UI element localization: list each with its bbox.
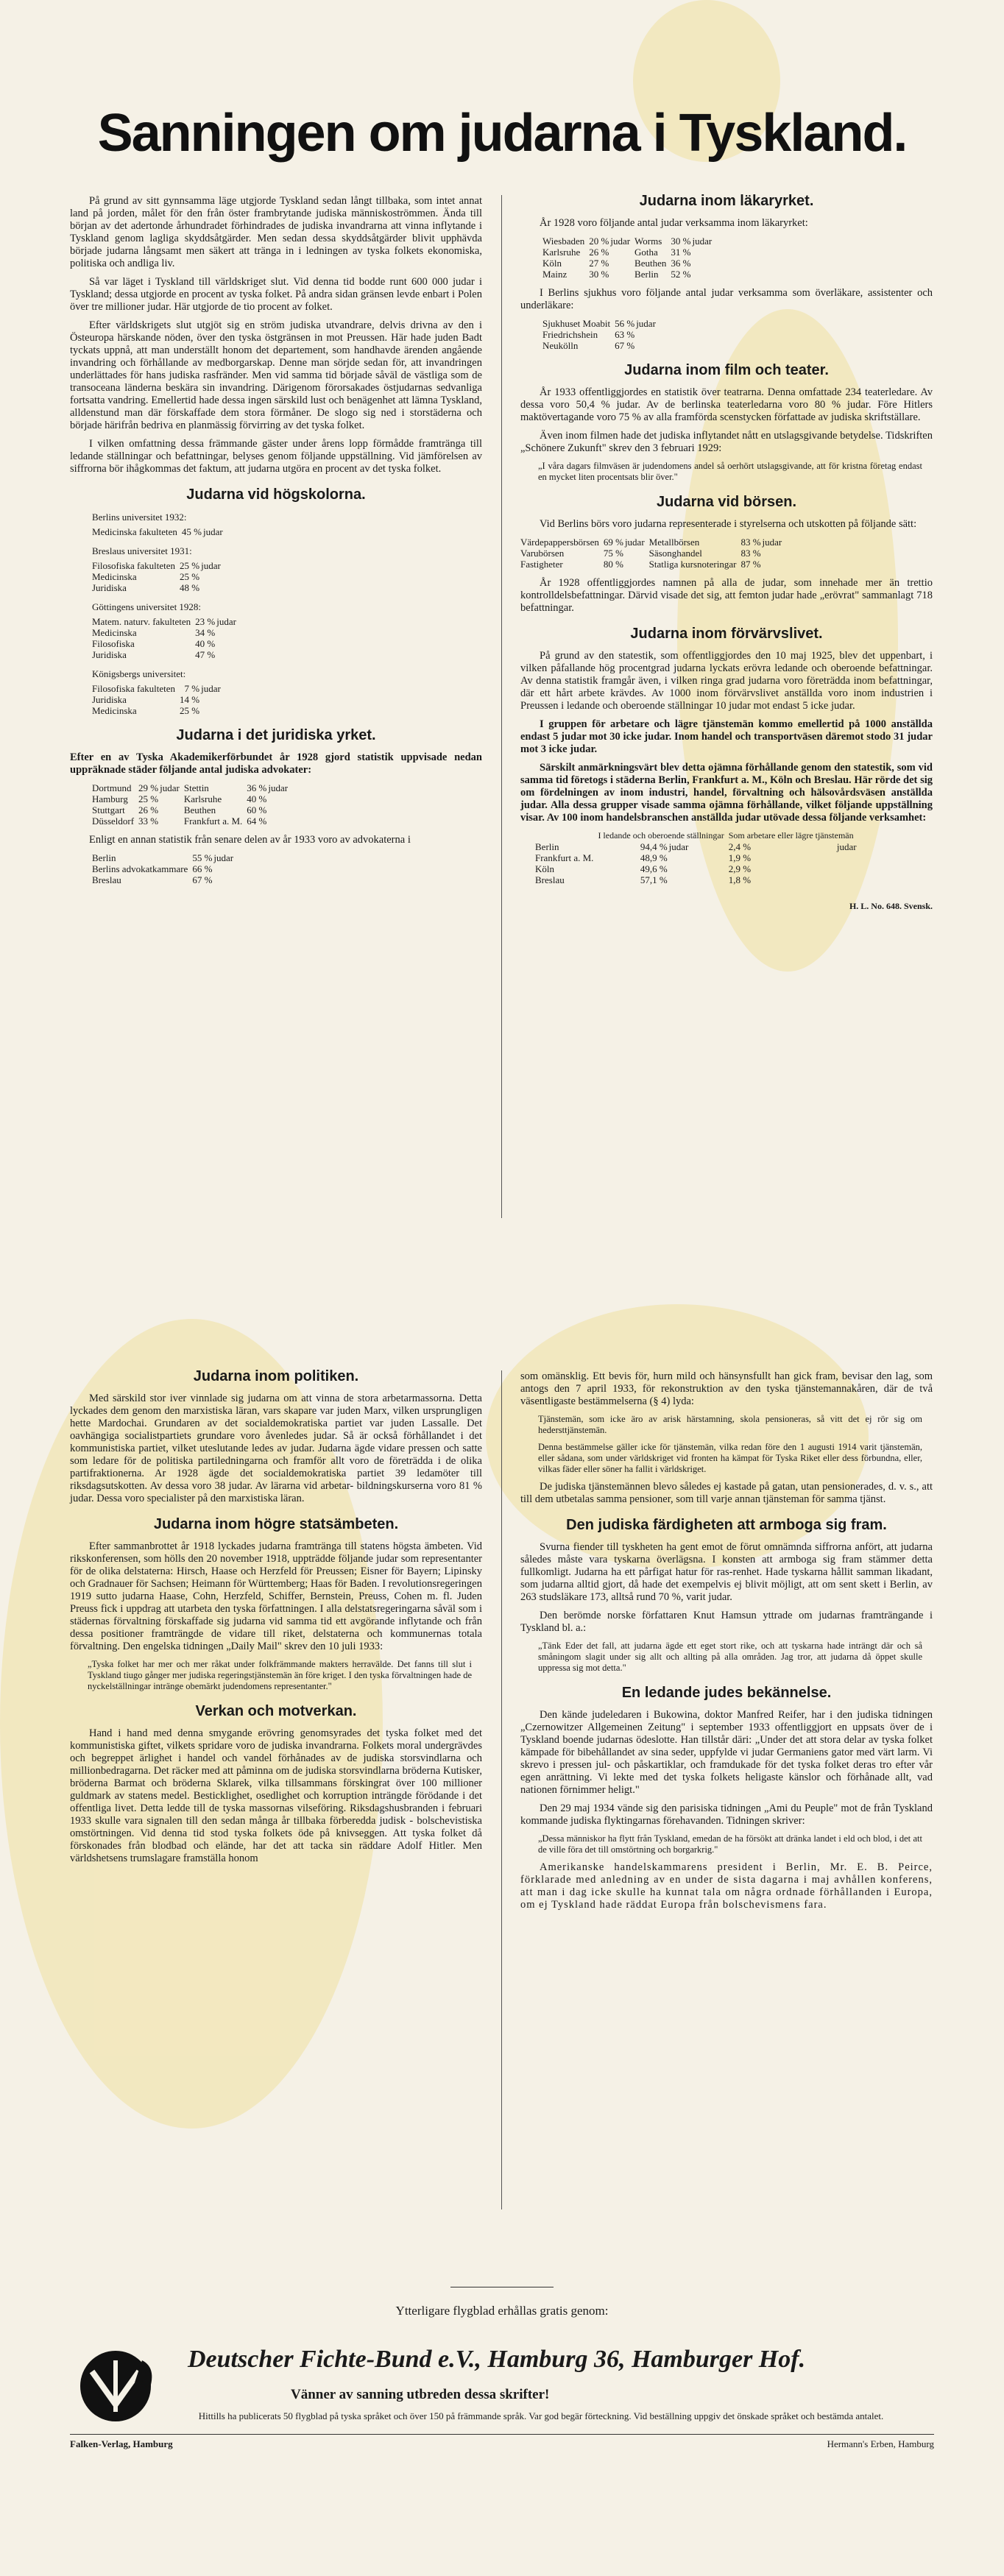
film-paragraph: År 1933 offentliggjordes en statistik över teatrarna. Denna omfattade 234 teaterledare. Av dessa voro 50,4 % judar. Av de berlinska teaterledarna voro 80 % judar. Före Hitlers maktövertagande voro 75 % av alla framförda scenstycken författade av judiska skriftställare. [520,386,933,423]
table-cell: Karlsruhe [542,247,581,258]
table-cell: Breslau [535,874,565,885]
table-row [92,616,241,627]
table-row [92,571,225,582]
table-cell: Medicinska fakulteten [92,526,177,537]
forvarvslivet-bold-paragraph-2: Särskilt anmärkningsvärt blev detta ojämna förhållande genom den statestik, som vid samma tid företogs i städerna Berlin, Frankfurt a. M., Köln och Breslau. Här rörde det sig om fördelningen av inom industri, handel, förvaltning och hälsovårdsväsen anställda judar. Alla dessa grupper visade samma ojämna förhållande, vilket följande uppställning visar. Av 100 inom handelsbranschen anställda judar utövade dessa följande verksamhet: [520,762,933,824]
forvarvslivet-table [535,830,858,885]
footer-organization: Deutscher Fichte-Bund e.V., Hamburg 36, Hamburger Hof. [188,2346,806,2373]
table-cell: 1,8 % [728,874,752,885]
table-cell: Beuthen [183,804,216,815]
table-cell: 48,9 % [640,852,668,863]
table-header-cell: Som arbetare eller lägre tjänstemän [728,830,854,841]
table-cell: Friedrichshein [542,329,598,340]
table-cell: 45 % [181,526,202,537]
column-left [70,1370,482,1871]
borsen-lead: Vid Berlins börs voro judarna representerade i styrelserna och utskotten på följande sätt: [540,518,917,530]
table-cell [801,863,858,874]
table-cell: 55 % [192,852,213,863]
table-row [92,863,238,874]
table-cell [669,852,729,863]
page-title: Sanningen om judarna i Tyskland. [97,104,907,163]
juridiska-table-2 [92,852,238,885]
table-cell [763,559,787,570]
table-cell: Stuttgart [92,804,125,815]
table-cell: 7 % [184,683,200,694]
table-cell: 63 % [615,329,635,340]
table-row [542,329,660,340]
footer-slogan: Vänner av sanning utbreden dessa skrifter! [291,2387,550,2402]
table-cell: Berlin [535,841,559,852]
table-cell: 48 % [180,582,200,593]
table-cell [268,815,292,827]
table-row [542,269,716,280]
table-row [92,852,238,863]
printer: Hermann's Erben, Hamburg [827,2438,934,2449]
table-cell: 66 % [192,863,213,874]
table-cell: Juridiska [92,694,127,705]
fardigheten-quote: „Tänk Eder det fall, att judarna ägde ett eget stort rike, och att tyskarna hade inträngt där och så småningom slagit under sig allt och allting på alla områden. Jag tror, att judarna då öppet skulle uppressa sig mot detta." [538,1641,922,1673]
table-cell: 30 % [589,269,609,280]
table-row [535,852,858,863]
table-cell: judar [268,782,289,793]
table-cell: Filosofiska fakulteten [92,683,176,694]
table-row [520,559,786,570]
table-cell: 60 % [247,804,267,815]
table-cell: 64 % [247,815,267,827]
table-cell: Filosofiska fakulteten [92,560,176,571]
table-cell: 56 % [615,318,635,329]
section-heading-verkan: Verkan och motverkan. [195,1703,357,1719]
table-cell: 75 % [603,548,623,559]
table-cell [268,804,292,815]
intro-paragraph: I vilken omfattning dessa främmande gäster under årens lopp förmådde framtränga till ledande ställningar och befattningar, belyses genom följande uppställning. Vid jämförelsen av siffrorna bör ihågkommas det faktum, att judarna utgöra en procent av det tyska folket. [70,438,482,475]
table-cell: Berlin [634,269,659,280]
table-cell: Köln [535,863,554,874]
table-cell [216,638,241,649]
university-table [92,616,241,660]
footer-head: Ytterligare flygblad erhållas gratis genom: [395,2304,609,2318]
table-cell [625,559,649,570]
university-table [92,560,225,593]
borsen-paragraph: År 1928 offentliggjordes namnen på alla de judar, som innehade mer än trettio kontrolldelsbefattningar. Därvid visade det sig, att femton judar hade „erövrat" sammanlagt 718 befattningar. [520,577,933,614]
section-heading-bekannelse: En ledande judes bekännelse. [621,1685,832,1701]
column-right [520,195,933,913]
table-cell: Worms [634,236,662,247]
juridiska-table [92,782,292,827]
law-paragraph-2: De judiska tjänstemännen blevo således ej kastade på gatan, utan pensionerades, d. v. s., att till dem utbetalas samma pensioner, som till varje annan tjänsteman för samma tjänst. [520,1481,933,1505]
table-row [92,526,227,537]
table-row [92,638,241,649]
table-cell: Frankfurt a. M. [535,852,594,863]
statsambeten-paragraph: Efter sammanbrottet år 1918 lyckades judarna framtränga till statens högsta ämbeten. Vid rikskonferensen, som hölls den 20 november 1918, uppträdde följande judar som representanter för de olika delstaterna: Hirsch, Haase och Herzfeld för Preussen; Eisner för Bayern; Lipinsky och Gradnauer för Sachsen; Heimann för Württemberg; Haas för Baden. I revolutionsregeringen 1919 sutto judarna Haase, Cohn, Herzfeld, Schiffer, Bernstein, Preuss, Cohen m. fl. Juden Preuss fick i uppdrag att utarbeta den tyska författningen. I alla delstatsregeringarna såväl som i städernas förvaltning förskaffade sig judarna vid samma tid ett avgörande inflytande och från dessa positioner framträngde de vidare till riket, delstaterna och kommunernas totala förvaltning. Den engelska tidningen „Daily Mail" skrev den 10 juli 1933: [70,1540,482,1652]
table-row [520,537,786,548]
table-row [535,863,858,874]
table-row [92,683,225,694]
table-row [92,627,241,638]
footer-line [70,2434,934,2435]
table-cell [669,863,729,874]
table-cell: 36 % [671,258,691,269]
table-cell: Wiesbaden [542,236,585,247]
table-cell [625,548,649,559]
table-cell: Köln [542,258,562,269]
table-cell: 31 % [671,247,691,258]
law-paragraph: som omänsklig. Ett bevis för, hurn mild och hänsynsfullt han gick fram, bevisar den lag, som antogs den 7 april 1933, för rekonstruktion av den tyska tjänstemannakåren, där de två väsentligaste bestämmelserna (§ 4) lyda: [520,1370,933,1407]
juridiska-lead2: Enligt en annan statistik från senare delen av år 1933 voro av advokaterna i [89,834,411,846]
table-cell: 29 % [138,782,159,793]
table-cell: Hamburg [92,793,128,804]
hogskolorna-stats [70,511,482,716]
footer-note: Hittills ha publicerats 50 flygblad på tyska språket och över 150 på främmande språk. Var god begär förteckning. Vid beställning uppgiv det önskade språket och bestämda antalet. [198,2410,884,2421]
table-cell [610,247,634,258]
table-cell: 1,9 % [728,852,752,863]
section-heading-politiken: Judarna inom politiken. [193,1368,359,1384]
verkan-paragraph: Hand i hand med denna smygande erövring genomsyrades det tyska folket med det kommunistiska giftet, vilkets spridare voro de judiska invandrarna. Folkets moral undergrävdes och begreppet ärlighet i handel och vandel förhånades av de judiska storsvindlarna och millionbedragarna. Det räcker med att påminna om de judiska storsvindlarna bröderna Kutisker, bröderna Barmat och bröderna Sklarek, vilka tillsammans förskingrat över 100 millioner guldmark av statens medel. Besticklighet, osedlighet och korruption inträngde förödande i det offentliga livet. Detta ledde till de tyska massornas vilseföring. Riksdagshusbranden i februari 1933 skulle vara signalen till den sedan många år tillbaka förberedda judisk - bolschevistiska omstörtningen. Vid denna tid stod tyska folkets öde på knivseggen. Att tyska folket då förskonades från blodbad och elände, har det att tacka sin räddare Adolf Hitler. Men världshetsens trumslagare framställa honom [70,1727,482,1864]
footer [70,2304,934,2449]
table-cell: 26 % [138,804,159,815]
table-cell: judar [636,318,656,329]
table-cell: Statliga kursnoteringar [648,559,737,570]
table-cell [669,874,729,885]
table-row [535,841,858,852]
table-cell: Dortmund [92,782,132,793]
university-table [92,526,227,537]
table-row [92,560,225,571]
table-cell: 40 % [247,793,267,804]
table-cell: 36 % [247,782,267,793]
table-cell: judar [836,841,857,852]
table-cell: 40 % [195,638,216,649]
table-cell: Frankfurt a. M. [183,815,243,827]
table-cell: 52 % [671,269,691,280]
fichte-bund-logo-icon [70,2346,166,2427]
table-row [92,793,292,804]
table-cell: judar [692,236,713,247]
table-cell: Berlin [92,852,116,863]
university-label: Göttingens universitet 1928: [92,601,202,612]
column-left [70,195,482,893]
table-cell [160,793,184,804]
table-row [92,874,238,885]
column-right [520,1370,933,1917]
table-cell: Medicinska [92,627,137,638]
table-cell: judar [624,537,645,548]
bekannelse-final: Amerikanske handelskammarens president i Berlin, Mr. E. B. Peirce, förklarade med anledning av en under de sista dagarna i maj avhållen konferens, att man i dag icke skulle ha kunnat tala om några ordnade förhållanden i Europa, om ej Tyskland hade räddat Europa från bolschevismens fara. [520,1861,933,1911]
table-cell: 67 % [192,874,213,885]
table-cell: judar [668,841,689,852]
table-cell: 27 % [589,258,609,269]
table-cell: Medicinska [92,571,137,582]
table-cell [160,804,184,815]
table-row [542,236,716,247]
table-cell: 83 % [740,548,761,559]
university-table [92,683,225,716]
table-cell: Berlins advokatkammare [92,863,188,874]
lakaryrket-lead2: I Berlins sjukhus voro följande antal judar verksamma som överläkare, assistenter och underläkare: [520,287,933,311]
table-cell: Mainz [542,269,568,280]
juridiska-lead: Efter en av Tyska Akademikerförbundet år 1928 gjord statistik uppvisade nedan uppräknade städer följande antal judiska advokater: [70,751,482,776]
table-cell: 94,4 % [640,841,668,852]
table-cell: 25 % [180,560,200,571]
table-cell: 20 % [589,236,609,247]
table-cell: 2,4 % [728,841,752,852]
table-row [92,804,292,815]
table-cell: Stettin [183,782,209,793]
table-cell: 30 % [671,236,691,247]
table-cell: judar [201,683,221,694]
table-cell: Gotha [634,247,658,258]
page-sheet-2 [0,1260,1004,2576]
table-cell: 34 % [195,627,216,638]
table-cell [201,582,225,593]
table-cell: judar [610,236,631,247]
table-cell [213,874,238,885]
table-cell: Medicinska [92,705,137,716]
table-cell: Fastigheter [520,559,563,570]
university-label: Königsbergs universitet: [92,668,186,679]
table-cell: 2,9 % [728,863,752,874]
table-cell: 83 % [740,537,761,548]
forvarvslivet-bold-paragraph: I gruppen för arbetare och lägre tjänstemän kommo emellertid på 1000 anställda endast 5 judar mot 30 icke judar. Inom handel och transportväsen däremot stodo 31 judar mot 3 icke judar. [520,718,933,755]
table-cell [213,863,238,874]
table-cell [201,705,225,716]
table-cell: Düsseldorf [92,815,135,827]
table-cell: judar [216,616,236,627]
table-cell [763,548,787,559]
law-quote-1: Tjänstemän, som icke äro av arisk härstamning, skola pensioneras, så vitt det ej rör sig om hedersttjänstemän. [538,1414,922,1435]
table-cell [692,269,716,280]
section-heading-statsambeten: Judarna inom högre statsämbeten. [153,1516,399,1532]
table-cell: judar [201,560,221,571]
fardigheten-paragraph: Den berömde norske författaren Knut Hamsun yttrade om judarnas framträngande i Tyskland bl. a.: [520,1610,933,1634]
table-cell [801,852,858,863]
lakaryrket-table [542,236,716,280]
section-heading-film: Judarna inom film och teater. [624,362,829,378]
fardigheten-paragraph: Svurna fiender till tyskheten ha gent emot de förut omnämnda siffrorna anfört, att judarna således måste vara tyskarna överlägsna. I konsten att armboga sig fram stämmer detta fullkomligt. Judarna ha ett pårfigat hatur för ras-renhet. Hade tyskarna hållit samman likadant, som judarna alltid gjort, då hade det exempelvis ej blivit möjligt, att om sent skett i Berlin, av 263 studsläkare 173, alltså rund 70 %, varit judar. [520,1541,933,1603]
politiken-paragraph: Med särskild stor iver vinnlade sig judarna om att vinna de stora arbetarmassorna. Detta lyckades dem genom den marxistiska läran, vars skapare var juden Marx, vilken ursprungligen hette Mardochai. Grundaren av det socialdemokratiska partiet var juden Lassalle. Det oavhängiga socialistpartiets grundare voro åvenledes judar. Så är också förhållandet i det kommunistiska partiet, vilket uteslutande ledes av judar. Judarna ägde vidare pressen och satte som ledare för de politiska partiledningarna och framför allt voro de företrädda i de olika partifraktionerna. Ar 1928 ägde det socialdemokratiska partiet 39 ledamöter till riksdagsutskotten. Av dessa voro 38 judar. Av lärarna vid arbetar- bildningskurserna voro 81 % judar. Dessa voro specialister på den marxistiska läran. [70,1393,482,1504]
table-cell: 25 % [180,571,200,582]
section-heading-hogskolorna: Judarna vid högskolorna. [186,486,366,503]
table-cell: 47 % [195,649,216,660]
table-cell: Breslau [92,874,121,885]
table-row [92,815,292,827]
university-label: Berlins universitet 1932: [92,512,187,523]
reference-number: H. L. No. 648. Svensk. [849,901,933,911]
table-cell [216,649,241,660]
table-header-cell [535,830,598,841]
column-divider [501,1370,502,2209]
table-cell [216,627,241,638]
table-row [520,548,786,559]
table-cell: Neukölln [542,340,579,351]
table-cell: judar [160,782,180,793]
table-cell: 26 % [589,247,609,258]
table-cell [636,329,660,340]
table-row [535,874,858,885]
section-heading-juridiska: Judarna i det juridiska yrket. [176,727,376,743]
table-row [542,258,716,269]
table-cell [201,571,225,582]
borsen-table [520,537,786,570]
bekannelse-paragraph: Den kände judeledaren i Bukowina, doktor Manfred Reifer, har i den judiska tidningen „Czernowitzer Allgemeinen Zeitung" i september 1933 offentliggjort en uppsats över de i Tyskland boende judarnas ödeslotte. Han tillstår däri: „Under det att stora delar av tyska folket kämpade för bibehållandet av sina seder, uppfylde vi judar Germaniens gator med värt larm. Vi skrevo i pressen jul- och påskartiklar, och framdukade för det tyska folket deras tro efter vår egen anrättning. Vi lekte med det tyska folkets heligaste känslor och förhånade allt, vad nationen förnimmer heligt." [520,1709,933,1796]
bekannelse-quote: „Dessa människor ha flytt från Tyskland, emedan de ha försökt att dränka landet i eld och blod, i det att de ville föra det till omstörtning och borgarkrig." [538,1833,922,1855]
section-heading-fardigheten: Den judiska färdigheten att armboga sig fram. [566,1517,887,1533]
column-divider [501,195,502,1218]
page-sheet-1 [0,0,1004,1260]
section-heading-forvarvslivet: Judarna inom förvärvslivet. [630,626,823,642]
table-cell: Beuthen [634,258,667,269]
table-cell: Karlsruhe [183,793,222,804]
table-cell [160,815,184,827]
table-row [542,340,660,351]
table-row [92,694,225,705]
table-row [92,705,225,716]
table-cell: 49,6 % [640,863,668,874]
table-cell: judar [213,852,234,863]
table-row [92,582,225,593]
table-cell: Varubörsen [520,548,565,559]
table-header-cell: I ledande och oberoende ställningar [598,830,724,841]
table-cell [610,258,634,269]
intro-paragraph: Så var läget i Tyskland till världskriget slut. Vid denna tid bodde runt 600 000 judar i Tyskland; dessa utgjorde en procent av tyska folket. På andra sidan gränsen levde enbart i Polen över tre millioner judar. Här utgjorde de tio procent av folket. [70,276,482,313]
publisher: Falken-Verlag, Hamburg [70,2438,173,2449]
table-cell: 69 % [603,537,623,548]
lakaryrket-table-2 [542,318,660,351]
lakaryrket-lead: År 1928 voro följande antal judar verksamma inom läkaryrket: [540,217,808,229]
table-cell: judar [762,537,782,548]
university-label: Breslaus universitet 1931: [92,545,192,556]
table-cell [636,340,660,351]
forvarvslivet-paragraph: På grund av den statestik, som offentliggjordes den 10 maj 1925, blev det uppenbart, i vilken påfallande hög procentgrad judarna lyckats erövra ledande och oberoende befattningar. Av denna statistik framgår även, i vilken ringa grad judarna voro företrädda inom befattningar, där ett hårt arbete krävdes. Av 1000 inom förvärvslivet anställda voro inom industrien i Preussen i ledande och oberoende ställningar 10 judar mot endast 5 icke judar. [520,650,933,712]
table-cell: 87 % [740,559,761,570]
table-cell: Juridiska [92,582,127,593]
table-cell [692,247,716,258]
table-cell: Metallbörsen [648,537,700,548]
table-cell: Värdepappersbörsen [520,537,599,548]
table-cell: Sjukhuset Moabit [542,318,611,329]
law-quote-2: Denna bestämmelse gäller icke för tjänstemän, vilka redan före den 1 augusti 1914 varit tjänstemän, eller sådana, som under världskriget vid fronten ha kämpat för Tyska Riket eller dess förbundna, eller, vilkas fäder eller söner ha fallit i världskriget. [538,1442,922,1474]
table-cell: judar [202,526,223,537]
table-cell: 25 % [180,705,200,716]
table-cell [268,793,292,804]
film-quote: „I våra dagars filmväsen är judendomens andel så oerhört utslagsgivande, att för kristna företag endast en mycket liten procentsats blir över." [538,461,922,482]
table-row [542,318,660,329]
table-cell [801,874,858,885]
table-cell: 80 % [603,559,623,570]
table-cell: 67 % [615,340,635,351]
table-row [92,649,241,660]
table-cell: 33 % [138,815,159,827]
table-cell: Säsonghandel [648,548,702,559]
table-cell [610,269,634,280]
table-cell: Filosofiska [92,638,135,649]
table-cell: 57,1 % [640,874,668,885]
table-cell [692,258,716,269]
table-header-row [535,830,858,841]
table-row [92,782,292,793]
table-cell: Matem. naturv. fakulteten [92,616,191,627]
section-heading-lakaryrket: Judarna inom läkaryrket. [639,193,814,209]
table-cell: 25 % [138,793,159,804]
table-cell [201,694,225,705]
film-paragraph: Även inom filmen hade det judiska inflytandet nått en utslagsgivande betydelse. Tidskriften „Schönere Zukunft" skrev den 3 februari 1929: [520,430,933,454]
table-cell: 23 % [195,616,216,627]
table-cell: Juridiska [92,649,127,660]
intro-paragraph: På grund av sitt gynnsamma läge utgjorde Tyskland sedan långt tillbaka, som intet annat land på jorden, målet för den från öster frambrytande judiska människoströmmen. Ända till början av det adertonde århundradet förhindrades de judiska invandrarna att vinna inflytande i Tyskland genom lagliga skyddsåtgärder. Men sedan dessa skyddsåtgärder blivit upphävda började judarna långsamt men säkert att tränga in i ledningen av tyska folkets ekonomiska, politiska och andliga liv. [70,195,482,269]
intro-paragraph: Efter världskrigets slut utgjöt sig en ström judiska utvandrare, delvis drivna av den i Östeuropa härskande nöden, över den tyska östgränsen in mot Preussen. Här hade juden Badt tyckats uppnå, att man underställt honom det departement, som handhavde ärenden angående invandring och förhållande av medborgarskap. Denne man sörjde sedan för, att invandringen underlättades för hans judiska rasfränder. Men vid samma tid började såväl de västliga som de transoceana länderna beskära sin invandring. Därigenom förorsakades östjudarnas sedvanliga fortsatta vandring. Emellertid hade dessa ingen särskild lust och benägenhet att lämna Tyskland, alldenstund man där förskaffade dem stora förmåner. De slogo sig ned i storstäderna och började härifrån bedriva en planmässig förvirring av det tyska folket. [70,319,482,431]
table-cell: 14 % [180,694,200,705]
statsambeten-quote: „Tyska folket har mer och mer råkat under folkfrämmande makters herravälde. Det fanns till slut i Tyskland tiugo gånger mer judiska regeringstjänstemän än före kriget. I den tyska förvaltningen hade de nyckelställningar intränge obemärkt judendomens representanter." [88,1659,472,1691]
table-row [542,247,716,258]
section-heading-borsen: Judarna vid börsen. [656,494,797,510]
bekannelse-paragraph: Den 29 maj 1934 vände sig den parisiska tidningen „Ami du Peuple" mot de från Tyskland kommande judiska flyktingarnas förehavanden. Tidningen skriver: [520,1802,933,1827]
